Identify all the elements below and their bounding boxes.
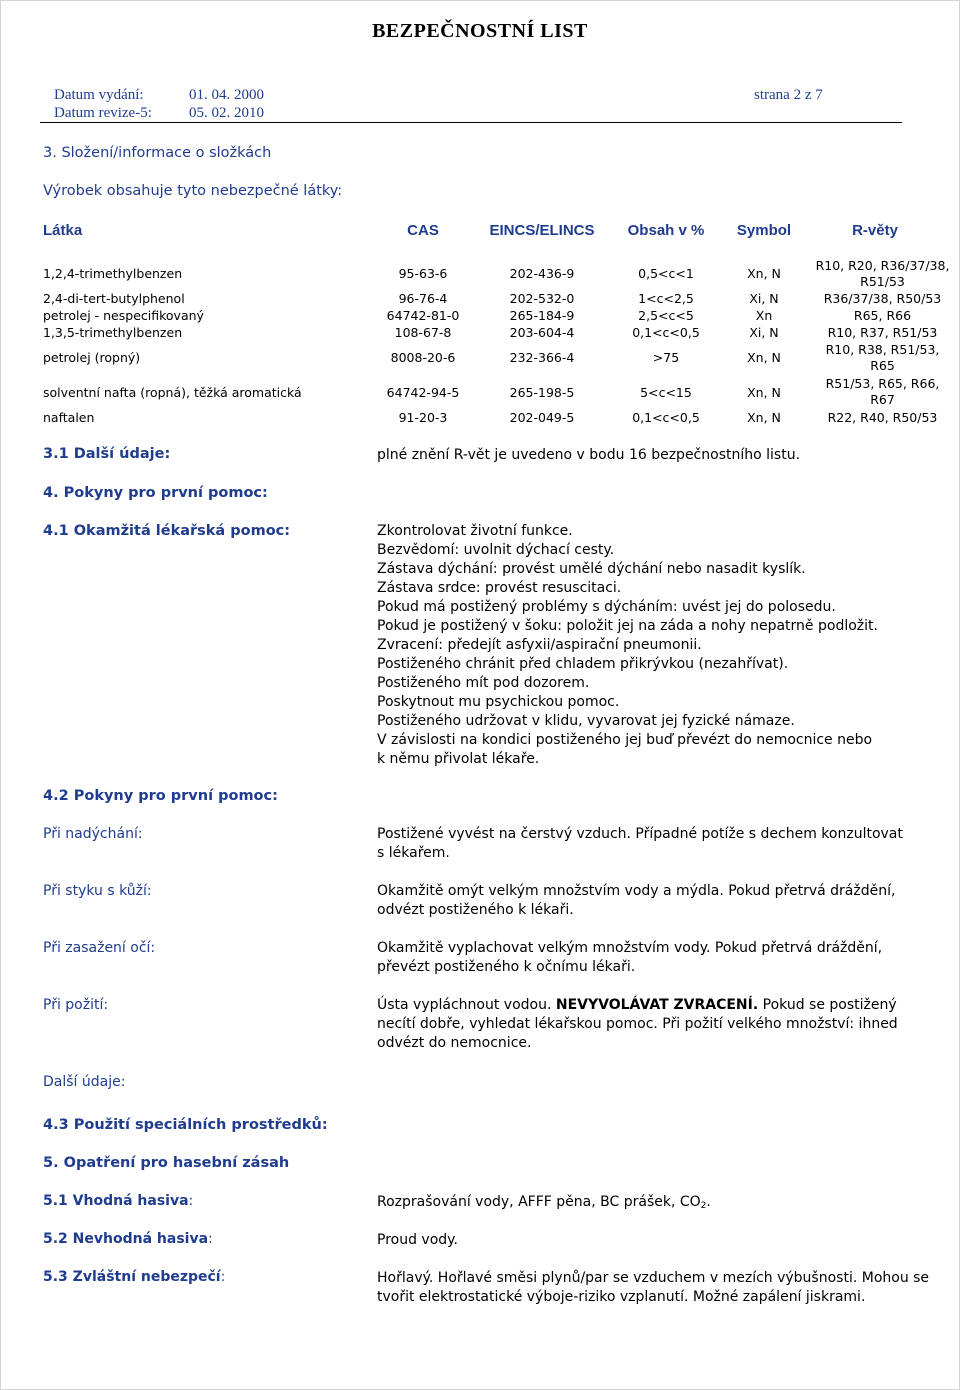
- table-cell-content: 1<c<2,5: [638, 291, 694, 306]
- ingestion-text: [377, 996, 898, 1053]
- text-run: Rozprašování vody, AFFF pěna, BC prášek, CO: [377, 1194, 701, 1210]
- table-cell-r-phrases: R10, R37, R51/53: [827, 325, 938, 340]
- table-cell-content: >75: [652, 350, 680, 365]
- list-item: Zvracení: předejít asfyxii/aspirační pneumonii.: [377, 637, 702, 653]
- column-header-r-phrases: R-věty: [852, 222, 898, 239]
- list-item: Postiženého mít pod dozorem.: [377, 675, 590, 691]
- section-4-heading: 4. Pokyny pro první pomoc:: [43, 485, 268, 501]
- text-line: tvořit elektrostatické výboje-riziko vzplanutí. Možné zapálení jiskrami.: [377, 1289, 866, 1305]
- text-line: převézt postiženého k očnímu lékaři.: [377, 959, 636, 975]
- table-cell-substance: 2,4-di-tert-butylphenol: [43, 291, 185, 306]
- label-colon: :: [220, 1269, 226, 1285]
- table-cell-r-phrases: R51/53, R65, R66,: [825, 376, 940, 391]
- table-cell-content: 2,5<c<5: [638, 308, 694, 323]
- column-header-einecs: EINCS/ELINCS: [489, 222, 595, 239]
- label-text: 5.1 Vhodná hasiva: [43, 1193, 189, 1209]
- table-cell-einecs: 232-366-4: [509, 350, 575, 365]
- table-cell-symbol: Xn, N: [747, 385, 781, 400]
- table-cell-cas: 108-67-8: [394, 325, 452, 340]
- header-rule: [40, 122, 902, 123]
- suitable-media-label: [43, 1193, 193, 1209]
- subscript: 2: [700, 1201, 707, 1211]
- skin-contact-label: Při styku s kůží:: [43, 883, 152, 899]
- table-cell-r-phrases-cont: R65: [870, 358, 895, 373]
- list-item: k němu přivolat lékaře.: [377, 751, 540, 767]
- table-cell-cas: 8008-20-6: [390, 350, 456, 365]
- table-cell-substance: naftalen: [43, 410, 95, 425]
- text-run: .: [706, 1194, 711, 1210]
- table-cell-r-phrases: R10, R20, R36/37/38,: [815, 258, 950, 273]
- table-cell-substance: petrolej - nespecifikovaný: [43, 308, 204, 323]
- warning-text: NEVYVOLÁVAT ZVRACENÍ.: [555, 997, 759, 1013]
- inhalation-label: Při nadýchání:: [43, 826, 143, 842]
- table-cell-cas: 91-20-3: [398, 410, 448, 425]
- column-header-symbol: Symbol: [736, 222, 792, 239]
- text-line: odvézt postiženého k lékaři.: [377, 902, 574, 918]
- special-means-label: 4.3 Použití speciálních prostředků:: [43, 1117, 328, 1133]
- table-cell-einecs: 202-436-9: [509, 266, 575, 281]
- issue-date-label: Datum vydání:: [54, 87, 144, 103]
- special-hazards-text: [377, 1269, 929, 1307]
- list-item: V závislosti na kondici postiženého jej buď převézt do nemocnice nebo: [377, 732, 873, 748]
- table-cell-r-phrases-cont: R51/53: [860, 274, 905, 289]
- immediate-aid-list: [377, 522, 878, 769]
- label-colon: :: [208, 1231, 213, 1247]
- table-cell-r-phrases: R65, R66: [853, 308, 912, 323]
- further-info-label: 3.1 Další údaje:: [43, 446, 171, 462]
- text-run: Pokud se postižený: [758, 997, 897, 1013]
- eye-contact-text: [377, 939, 882, 977]
- table-cell-cas: 96-76-4: [398, 291, 448, 306]
- label-text: 5.3 Zvláštní nebezpečí: [43, 1269, 221, 1285]
- revision-date: 05. 02. 2010: [189, 105, 264, 121]
- table-cell-einecs: 265-198-5: [509, 385, 575, 400]
- list-item: Zástava dýchání: provést umělé dýchání nebo nasadit kyslík.: [377, 561, 806, 577]
- column-header-substance: Látka: [43, 222, 83, 239]
- first-aid-label: 4.2 Pokyny pro první pomoc:: [43, 788, 278, 804]
- text-run: Ústa vypláchnout vodou.: [377, 997, 556, 1013]
- table-cell-symbol: Xn: [755, 308, 773, 323]
- table-cell-symbol: Xn, N: [747, 350, 781, 365]
- list-item: Poskytnout mu psychickou pomoc.: [377, 694, 620, 710]
- unsuitable-media-text: Proud vody.: [377, 1232, 458, 1248]
- eye-contact-label: Při zasažení očí:: [43, 940, 156, 956]
- table-cell-cas: 64742-81-0: [386, 308, 460, 323]
- column-header-cas: CAS: [407, 222, 439, 239]
- skin-contact-text: [377, 882, 895, 920]
- text-line: [377, 996, 898, 1015]
- list-item: Zkontrolovat životní funkce.: [377, 523, 573, 539]
- list-item: Pokud je postižený v šoku: položit jej na záda a nohy nepatrně podložit.: [377, 618, 878, 634]
- list-item: Pokud má postižený problémy s dýcháním: uvést jej do polosedu.: [377, 599, 836, 615]
- revision-date-label: Datum revize-5:: [54, 105, 152, 121]
- section-5-heading: 5. Opatření pro hasební zásah: [43, 1155, 290, 1171]
- table-cell-substance: 1,2,4-trimethylbenzen: [43, 266, 183, 281]
- text-line: odvézt do nemocnice.: [377, 1035, 532, 1051]
- table-cell-substance: 1,3,5-trimethylbenzen: [43, 325, 183, 340]
- table-cell-content: 0,1<c<0,5: [632, 410, 700, 425]
- text-line: Postižené vyvést na čerstvý vzduch. Případné potíže s dechem konzultovat: [377, 826, 903, 842]
- table-cell-substance: solventní nafta (ropná), těžká aromatická: [43, 385, 302, 400]
- table-cell-content: 0,5<c<1: [638, 266, 694, 281]
- label-text: 5.2 Nevhodná hasiva: [43, 1231, 209, 1247]
- table-cell-content: 0,1<c<0,5: [632, 325, 700, 340]
- unsuitable-media-label: [43, 1231, 213, 1247]
- document-title: BEZPEČNOSTNÍ LIST: [372, 20, 588, 42]
- ingestion-label: Při požití:: [43, 997, 109, 1013]
- table-cell-r-phrases-cont: R67: [870, 392, 895, 407]
- further-info-text: plné znění R-vět je uvedeno v bodu 16 bezpečnostního listu.: [377, 447, 801, 463]
- table-cell-cas: 64742-94-5: [386, 385, 460, 400]
- table-cell-cas: 95-63-6: [398, 266, 448, 281]
- issue-date: 01. 04. 2000: [189, 87, 264, 103]
- list-item: Postiženého udržovat v klidu, vyvarovat jej fyzické námaze.: [377, 713, 795, 729]
- text-line: Hořlavý. Hořlavé směsi plynů/par se vzduchem v mezích výbušnosti. Mohou se: [377, 1270, 930, 1286]
- table-cell-r-phrases: R36/37/38, R50/53: [823, 291, 942, 306]
- immediate-aid-label: 4.1 Okamžitá lékařská pomoc:: [43, 523, 291, 539]
- text-line: necítí dobře, vyhledat lékařskou pomoc. Při požití velkého množství: ihned: [377, 1016, 898, 1032]
- text-line: Okamžitě vyplachovat velkým množstvím vody. Pokud přetrvá dráždění,: [377, 940, 883, 956]
- table-cell-einecs: 202-049-5: [509, 410, 575, 425]
- list-item: Postiženého chránit před chladem přikrývkou (nezahřívat).: [377, 656, 789, 672]
- table-cell-symbol: Xi, N: [749, 291, 779, 306]
- section-3-heading: 3. Složení/informace o složkách: [43, 145, 272, 161]
- table-cell-einecs: 203-604-4: [509, 325, 575, 340]
- table-cell-substance: petrolej (ropný): [43, 350, 141, 365]
- table-cell-content: 5<c<15: [640, 385, 692, 400]
- label-colon: :: [188, 1193, 194, 1209]
- text-line: Okamžitě omýt velkým množstvím vody a mýdla. Pokud přetrvá dráždění,: [377, 883, 896, 899]
- table-cell-symbol: Xn, N: [747, 266, 781, 281]
- table-cell-symbol: Xn, N: [747, 410, 781, 425]
- table-cell-r-phrases: R22, R40, R50/53: [827, 410, 938, 425]
- table-cell-einecs: 202-532-0: [509, 291, 575, 306]
- other-info-label: Další údaje:: [43, 1074, 126, 1090]
- inhalation-text: [377, 825, 903, 863]
- special-hazards-label: [43, 1269, 225, 1285]
- page-number: strana 2 z 7: [754, 87, 823, 103]
- table-cell-r-phrases: R10, R38, R51/53,: [825, 342, 940, 357]
- suitable-media-text: [377, 1193, 711, 1216]
- table-cell-symbol: Xi, N: [749, 325, 779, 340]
- list-item: Zástava srdce: provést resuscitaci.: [377, 580, 622, 596]
- column-header-content: Obsah v %: [627, 222, 705, 239]
- list-item: Bezvědomí: uvolnit dýchací cesty.: [377, 542, 615, 558]
- section-3-subheading: Výrobek obsahuje tyto nebezpečné látky:: [43, 183, 343, 199]
- text-line: s lékařem.: [377, 845, 450, 861]
- table-cell-einecs: 265-184-9: [509, 308, 575, 323]
